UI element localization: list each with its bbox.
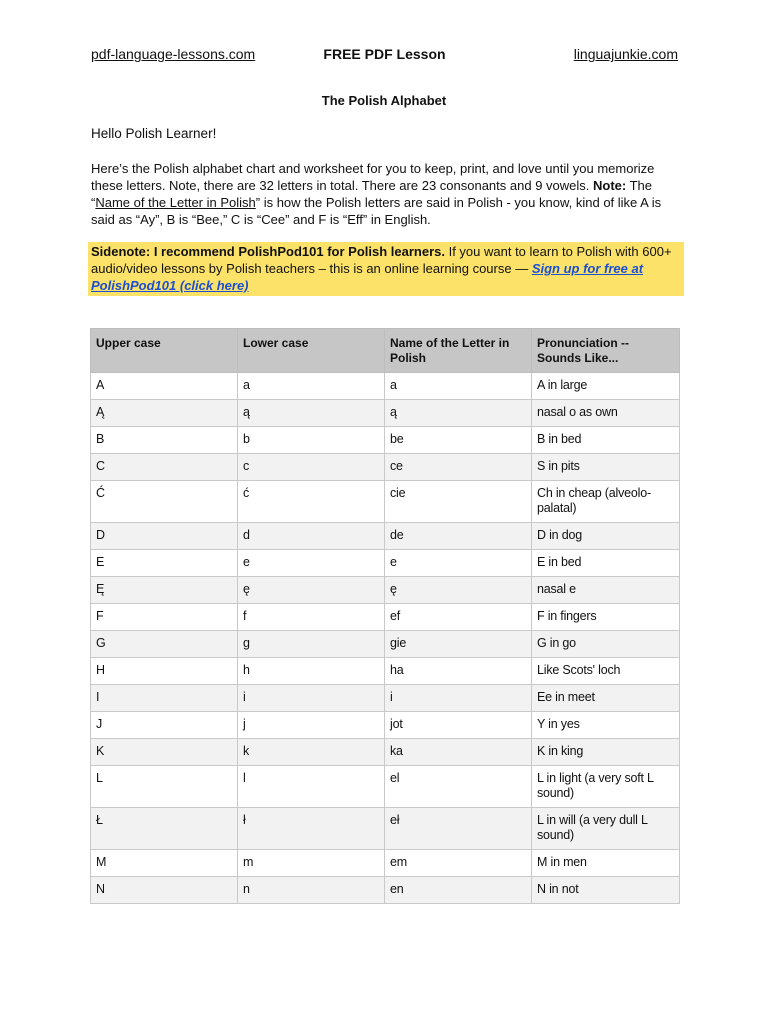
note-label: Note: [593, 178, 627, 193]
pdf-language-lessons-link[interactable]: pdf-language-lessons.com [91, 46, 256, 62]
letter-name-cell: ą [385, 400, 532, 427]
upper-case-cell: I [91, 685, 238, 712]
letter-name-cell: eł [385, 808, 532, 850]
table-row [91, 523, 680, 550]
letter-name-link: Name of the Letter in Polish [95, 195, 256, 210]
upper-case-cell: G [91, 631, 238, 658]
pronunciation-cell: M in men [532, 850, 680, 877]
upper-case-cell: B [91, 427, 238, 454]
greeting: Hello Polish Learner! [91, 126, 217, 141]
pronunciation-cell: K in king [532, 739, 680, 766]
table-row [91, 685, 680, 712]
letter-name-cell: gie [385, 631, 532, 658]
lower-case-cell: ł [238, 808, 385, 850]
table-row [91, 604, 680, 631]
lower-case-cell: ć [238, 481, 385, 523]
letter-name-cell: ce [385, 454, 532, 481]
sidenote-text: If you want to learn to Polish with 600+ audio/video lessons by Polish teachers – this is an online learning course — [91, 244, 672, 276]
table-row [91, 481, 680, 523]
lower-case-cell: k [238, 739, 385, 766]
lower-case-cell: g [238, 631, 385, 658]
linguajunkie-link[interactable]: linguajunkie.com [573, 46, 678, 62]
header-upper-case: Upper case [91, 329, 238, 373]
table-header-row [91, 329, 680, 373]
table-row [91, 712, 680, 739]
lower-case-cell: l [238, 766, 385, 808]
letter-name-cell: el [385, 766, 532, 808]
header-lower-case: Lower case [238, 329, 385, 373]
upper-case-cell: Ę [91, 577, 238, 604]
lower-case-cell: e [238, 550, 385, 577]
upper-case-cell: A [91, 373, 238, 400]
upper-case-cell: Ą [91, 400, 238, 427]
pronunciation-cell: S in pits [532, 454, 680, 481]
pronunciation-cell: B in bed [532, 427, 680, 454]
upper-case-cell: H [91, 658, 238, 685]
pronunciation-cell: G in go [532, 631, 680, 658]
pronunciation-cell: A in large [532, 373, 680, 400]
pronunciation-cell: N in not [532, 877, 680, 904]
table-row [91, 577, 680, 604]
letter-name-cell: ha [385, 658, 532, 685]
table-row [91, 373, 680, 400]
upper-case-cell: F [91, 604, 238, 631]
sidenote-highlight [88, 242, 684, 296]
letter-name-cell: em [385, 850, 532, 877]
header-letter-name: Name of the Letter in Polish [385, 329, 532, 373]
alphabet-table [90, 328, 680, 904]
pronunciation-cell: nasal e [532, 577, 680, 604]
table-row [91, 766, 680, 808]
intro-text-1: Here’s the Polish alphabet chart and worksheet for you to keep, print, and love until you memorize these letters. Note, there are 32 letters in total. There are 23 consonants and 9 vowels. [91, 161, 655, 193]
upper-case-cell: C [91, 454, 238, 481]
lower-case-cell: d [238, 523, 385, 550]
upper-case-cell: Ć [91, 481, 238, 523]
upper-case-cell: K [91, 739, 238, 766]
letter-name-cell: ef [385, 604, 532, 631]
letter-name-cell: be [385, 427, 532, 454]
table-row [91, 877, 680, 904]
table-row [91, 808, 680, 850]
upper-case-cell: M [91, 850, 238, 877]
pronunciation-cell: F in fingers [532, 604, 680, 631]
table-row [91, 850, 680, 877]
header-center-label: FREE PDF Lesson [323, 46, 446, 62]
table-row [91, 400, 680, 427]
lower-case-cell: i [238, 685, 385, 712]
upper-case-cell: J [91, 712, 238, 739]
pronunciation-cell: L in light (a very soft L sound) [532, 766, 680, 808]
lower-case-cell: f [238, 604, 385, 631]
letter-name-cell: ka [385, 739, 532, 766]
upper-case-cell: Ł [91, 808, 238, 850]
letter-name-cell: e [385, 550, 532, 577]
letter-name-cell: i [385, 685, 532, 712]
table-row [91, 454, 680, 481]
upper-case-cell: N [91, 877, 238, 904]
lower-case-cell: h [238, 658, 385, 685]
lower-case-cell: ę [238, 577, 385, 604]
intro-text-3: ” is how the Polish letters are said in Polish - you know, kind of like A is said as “Ay”, B is “Bee,” C is “Cee” and F is “Eff” in English. [91, 195, 662, 227]
letter-name-cell: ę [385, 577, 532, 604]
lower-case-cell: a [238, 373, 385, 400]
page-header [91, 46, 678, 66]
pronunciation-cell: Ee in meet [532, 685, 680, 712]
document-title: The Polish Alphabet [321, 93, 447, 108]
lower-case-cell: m [238, 850, 385, 877]
upper-case-cell: E [91, 550, 238, 577]
pronunciation-cell: L in will (a very dull L sound) [532, 808, 680, 850]
lower-case-cell: b [238, 427, 385, 454]
pronunciation-cell: Ch in cheap (alveolo-palatal) [532, 481, 680, 523]
pronunciation-cell: nasal o as own [532, 400, 680, 427]
pronunciation-cell: E in bed [532, 550, 680, 577]
letter-name-cell: en [385, 877, 532, 904]
upper-case-cell: D [91, 523, 238, 550]
polishpod101-signup-link[interactable]: Sign up for free at PolishPod101 (click here) [91, 261, 644, 293]
sidenote-bold: Sidenote: I recommend PolishPod101 for Polish learners. [91, 244, 445, 259]
lower-case-cell: ą [238, 400, 385, 427]
pronunciation-cell: Y in yes [532, 712, 680, 739]
table-row [91, 658, 680, 685]
table-row [91, 550, 680, 577]
table-row [91, 631, 680, 658]
letter-name-cell: a [385, 373, 532, 400]
table-row [91, 427, 680, 454]
table-row [91, 739, 680, 766]
intro-text-2: The “ [91, 178, 652, 210]
letter-name-cell: cie [385, 481, 532, 523]
letter-name-cell: jot [385, 712, 532, 739]
intro-paragraph [91, 160, 681, 228]
header-pronunciation: Pronunciation -- Sounds Like... [532, 329, 680, 373]
letter-name-cell: de [385, 523, 532, 550]
pronunciation-cell: Like Scots' loch [532, 658, 680, 685]
upper-case-cell: L [91, 766, 238, 808]
lower-case-cell: n [238, 877, 385, 904]
lower-case-cell: j [238, 712, 385, 739]
lower-case-cell: c [238, 454, 385, 481]
pronunciation-cell: D in dog [532, 523, 680, 550]
